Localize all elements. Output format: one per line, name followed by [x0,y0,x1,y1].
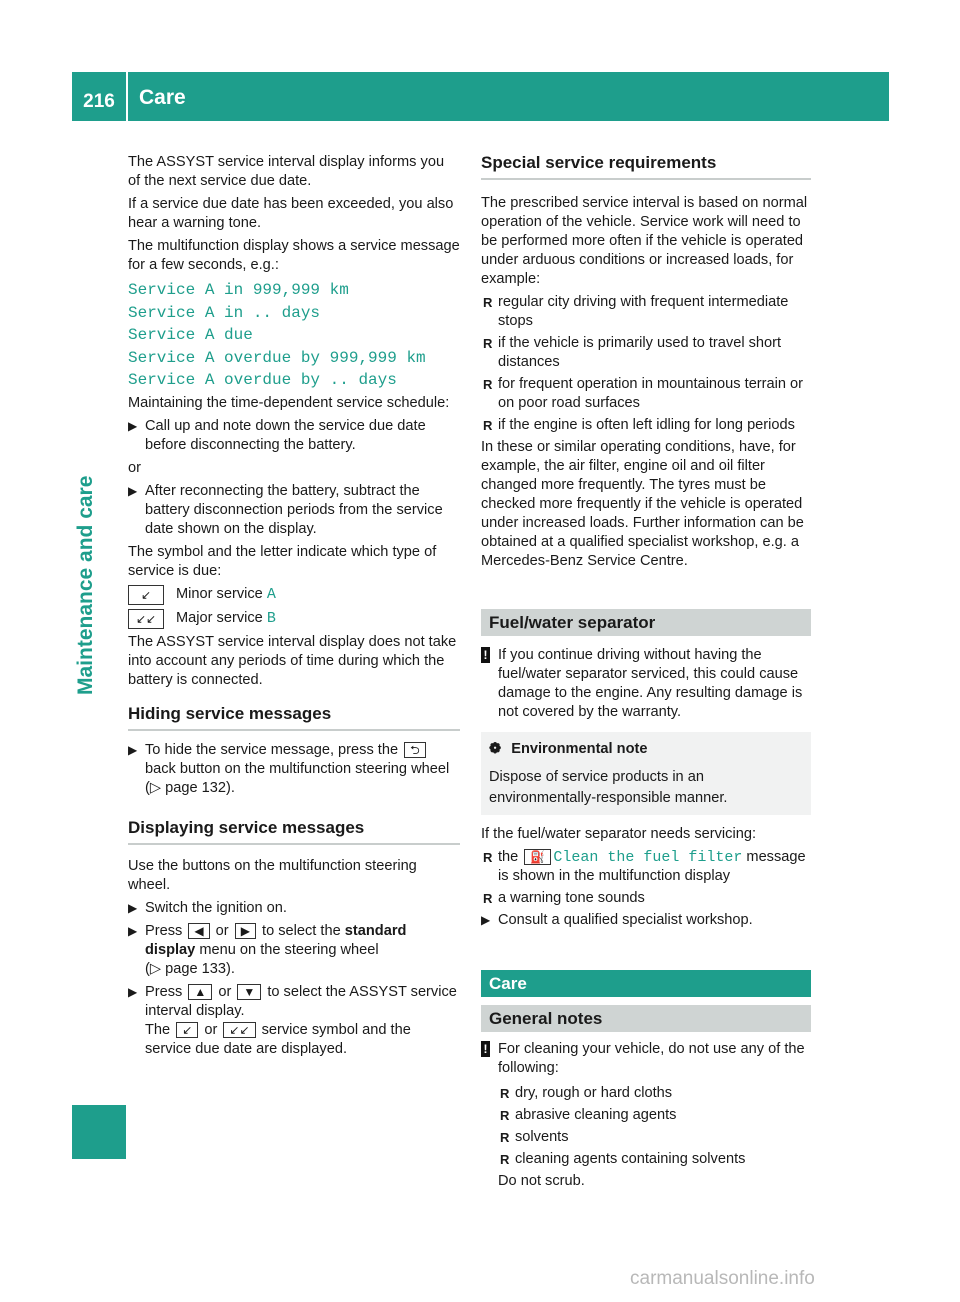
instruction-step: ▶ Consult a qualified specialist workshop. [481,912,753,928]
back-key-icon: ⮌ [404,742,426,758]
fuel-filter-icon: ⛽ [524,849,551,865]
wrench-icon: ↙ [128,585,164,605]
paragraph: The symbol and the letter indicate which type of service is due: [128,543,437,579]
instruction-step: ▶ After reconnecting the battery, subtract the battery disconnection periods from the service date shown on the display. [128,482,443,537]
environmental-note: ❁ Environmental note Dispose of service products in an environmentally-responsible manner. [481,732,811,815]
chapter-band: Care [481,970,811,997]
arrow-icon: ▶ [128,418,138,433]
list-item: R abrasive cleaning agents [500,1107,677,1123]
list-item: R cleaning agents containing solvents [500,1151,746,1167]
list-item: R if the engine is often left idling for long periods [483,417,795,433]
wrench-icon: ↙ [176,1022,198,1038]
side-tab-block [72,1105,126,1159]
arrow-icon: ▶ [481,913,491,927]
header-bar [72,72,889,121]
instruction-step: ▶ To hide the service message, press the ⮌ back button on the multifunction steering wheel (▷ page 132). [128,741,450,796]
left-key-icon: ◀ [188,923,209,939]
double-wrench-icon: ↙↙ [223,1022,255,1038]
watermark: carmanualsonline.info [630,1268,815,1289]
section-band: General notes [481,1005,811,1032]
list-item: R for frequent operation in mountainous terrain or on poor road surfaces [483,376,804,411]
display-message: Service A in 999,999 km [128,281,349,299]
page-title: Care [139,86,186,109]
warning-icon: ! [481,647,490,663]
warning-note: ! For cleaning your vehicle, do not use any of the following: [481,1040,811,1078]
display-message: Service A overdue by .. days [128,371,397,389]
paragraph: Maintaining the time-dependent service schedule: [128,394,450,411]
display-message: Service A in .. days [128,303,321,322]
instruction-step: ▶ Press ▲ or ▼ to select the ASSYST service interval display. The ↙ or ↙↙ service symbol and the service due date are displayed. [128,983,457,1057]
service-symbol-row: ↙↙ Major service B [128,609,460,629]
arrow-icon: ▶ [128,984,138,999]
page-number: 216 [83,91,115,112]
section-heading: Hiding service messages [128,704,460,731]
list-item: R the ⛽ Clean the fuel filter message is shown in the multifunction display [483,849,806,884]
double-wrench-icon: ↙↙ [128,609,164,629]
paragraph: In these or similar operating conditions, have, for example, the air filter, engine oil and oil filter changed more frequently. The tyres must be checked more frequently if the vehicle is operated under increased loads. Further information can be obtained at a qualified specialist workshop, e.g. a Mercedes-Benz Service Centre. [481,439,804,569]
section-heading: Displaying service messages [128,818,460,845]
paragraph: Use the buttons on the multifunction steering wheel. [128,857,417,893]
service-symbol-row: ↙ Minor service A [128,585,460,605]
page-ref-icon: ▷ [149,779,162,796]
right-column [481,153,811,1195]
list-item: R a warning tone sounds [483,890,645,906]
list-item: R if the vehicle is primarily used to travel short distances [483,335,782,370]
list-item: R regular city driving with frequent intermediate stops [483,294,789,329]
up-key-icon: ▲ [188,984,212,1000]
paragraph: The prescribed service interval is based on normal operation of the vehicle. Service work will need to be performed more often if the vehicle is operated under arduous conditions or increased loads, for example: [481,195,808,287]
section-band: Fuel/water separator [481,609,811,636]
instruction-step: ▶ Call up and note down the service due date before disconnecting the battery. [128,417,426,453]
list-item: R dry, rough or hard cloths [500,1085,673,1101]
down-key-icon: ▼ [237,984,261,1000]
display-message: Service A overdue by 999,999 km [128,348,426,367]
page-ref-icon: ▷ [149,960,162,977]
paragraph: If the fuel/water separator needs servicing: [481,826,756,842]
paragraph: The multifunction display shows a service message for a few seconds, e.g.: [128,238,460,273]
arrow-icon: ▶ [128,483,138,498]
paragraph: Do not scrub. [498,1173,585,1189]
arrow-icon: ▶ [128,742,138,757]
section-heading: Special service requirements [481,153,811,180]
warning-note: ! If you continue driving without having the fuel/water separator serviced, this could cause damage to the engine. Any resulting damage is not covered by the warranty. [481,646,811,722]
leaf-icon: ❁ [489,741,502,757]
header-divider [126,72,128,121]
paragraph: The ASSYST service interval display informs you of the next service due date. [128,154,445,189]
instruction-step: ▶ Press ◀ or ▶ to select the standard display menu on the steering wheel (▷ page 133). [128,922,407,977]
paragraph: The ASSYST service interval display does not take into account any periods of time during which the battery is connected. [128,633,457,688]
arrow-icon: ▶ [128,923,138,938]
paragraph: If a service due date has been exceeded, you also hear a warning tone. [128,196,454,231]
list-item: R solvents [500,1129,569,1145]
warning-icon: ! [481,1041,490,1057]
display-message: Service A due [128,326,253,344]
paragraph: or [128,459,141,476]
instruction-step: ▶ Switch the ignition on. [128,899,287,916]
left-column [128,153,460,1063]
right-key-icon: ▶ [235,923,256,939]
side-tab-label: Maintenance and care [74,475,97,695]
arrow-icon: ▶ [128,900,138,915]
